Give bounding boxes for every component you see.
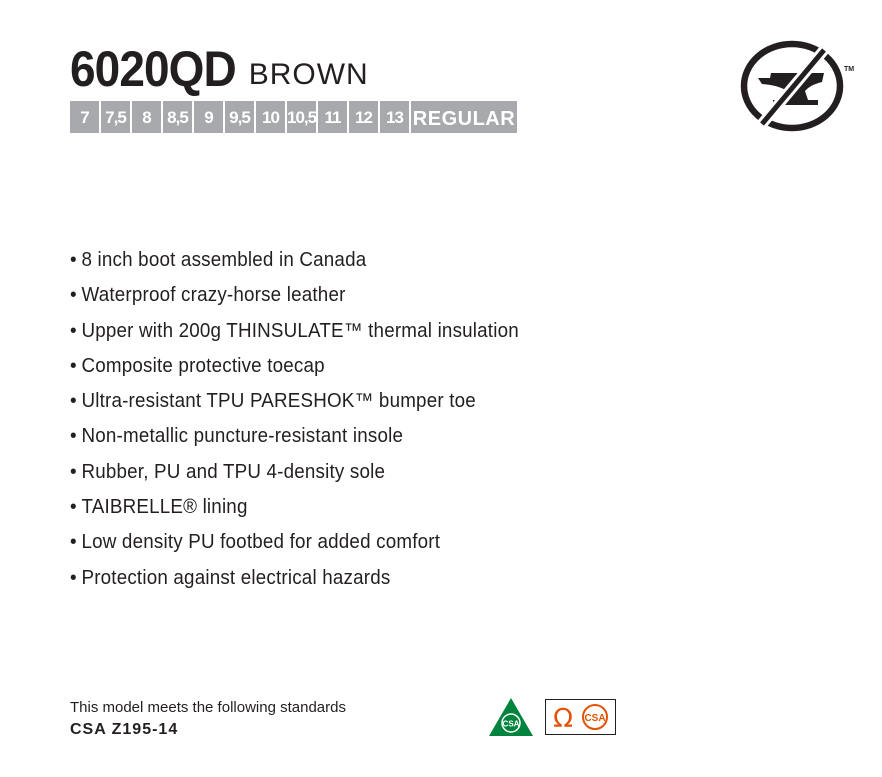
- list-item: • Protection against electrical hazards: [70, 566, 391, 589]
- size-cell: 12: [349, 101, 378, 133]
- csa-mark-text: CSA: [502, 719, 520, 729]
- size-cell: 8: [132, 101, 161, 133]
- size-cell: 11: [318, 101, 347, 133]
- standards-label: This model meets the following standards: [70, 699, 346, 716]
- size-cell: 7,5: [101, 101, 130, 133]
- list-item: • Upper with 200g THINSULATE™ thermal insulation: [70, 319, 519, 342]
- size-chart: [70, 101, 517, 133]
- width-label: REGULAR: [411, 101, 517, 133]
- feature-list: [70, 243, 548, 596]
- list-item: • Low density PU footbed for added comfort: [70, 531, 441, 554]
- size-cell: 13: [380, 101, 409, 133]
- color-name: BROWN: [248, 58, 369, 91]
- no-anvil-icon: [740, 38, 854, 134]
- list-item: • Waterproof crazy-horse leather: [70, 284, 346, 307]
- size-cell: 7: [70, 101, 99, 133]
- list-item: • Rubber, PU and TPU 4-density sole: [70, 460, 386, 483]
- size-cell: 9,5: [225, 101, 254, 133]
- size-cell: 9: [194, 101, 223, 133]
- size-cell: 8,5: [163, 101, 192, 133]
- csa-green-triangle-icon: [487, 696, 535, 738]
- size-cell: 10,5: [287, 101, 316, 133]
- omega-symbol: Ω: [553, 704, 573, 734]
- csa-mark-text: CSA: [584, 713, 606, 724]
- list-item: • Composite protective toecap: [70, 354, 325, 377]
- list-item: • Non-metallic puncture-resistant insole: [70, 425, 404, 448]
- csa-omega-icon: [545, 699, 616, 735]
- list-item: • 8 inch boot assembled in Canada: [70, 249, 367, 271]
- size-cell: 10: [256, 101, 285, 133]
- model-number: 6020QD: [70, 41, 236, 97]
- list-item: • Ultra-resistant TPU PARESHOK™ bumper toe: [70, 390, 476, 413]
- standards-code: CSA Z195-14: [70, 721, 179, 738]
- trademark-mark: TM: [844, 66, 854, 73]
- list-item: • TAIBRELLE® lining: [70, 496, 248, 519]
- product-title: [70, 40, 369, 98]
